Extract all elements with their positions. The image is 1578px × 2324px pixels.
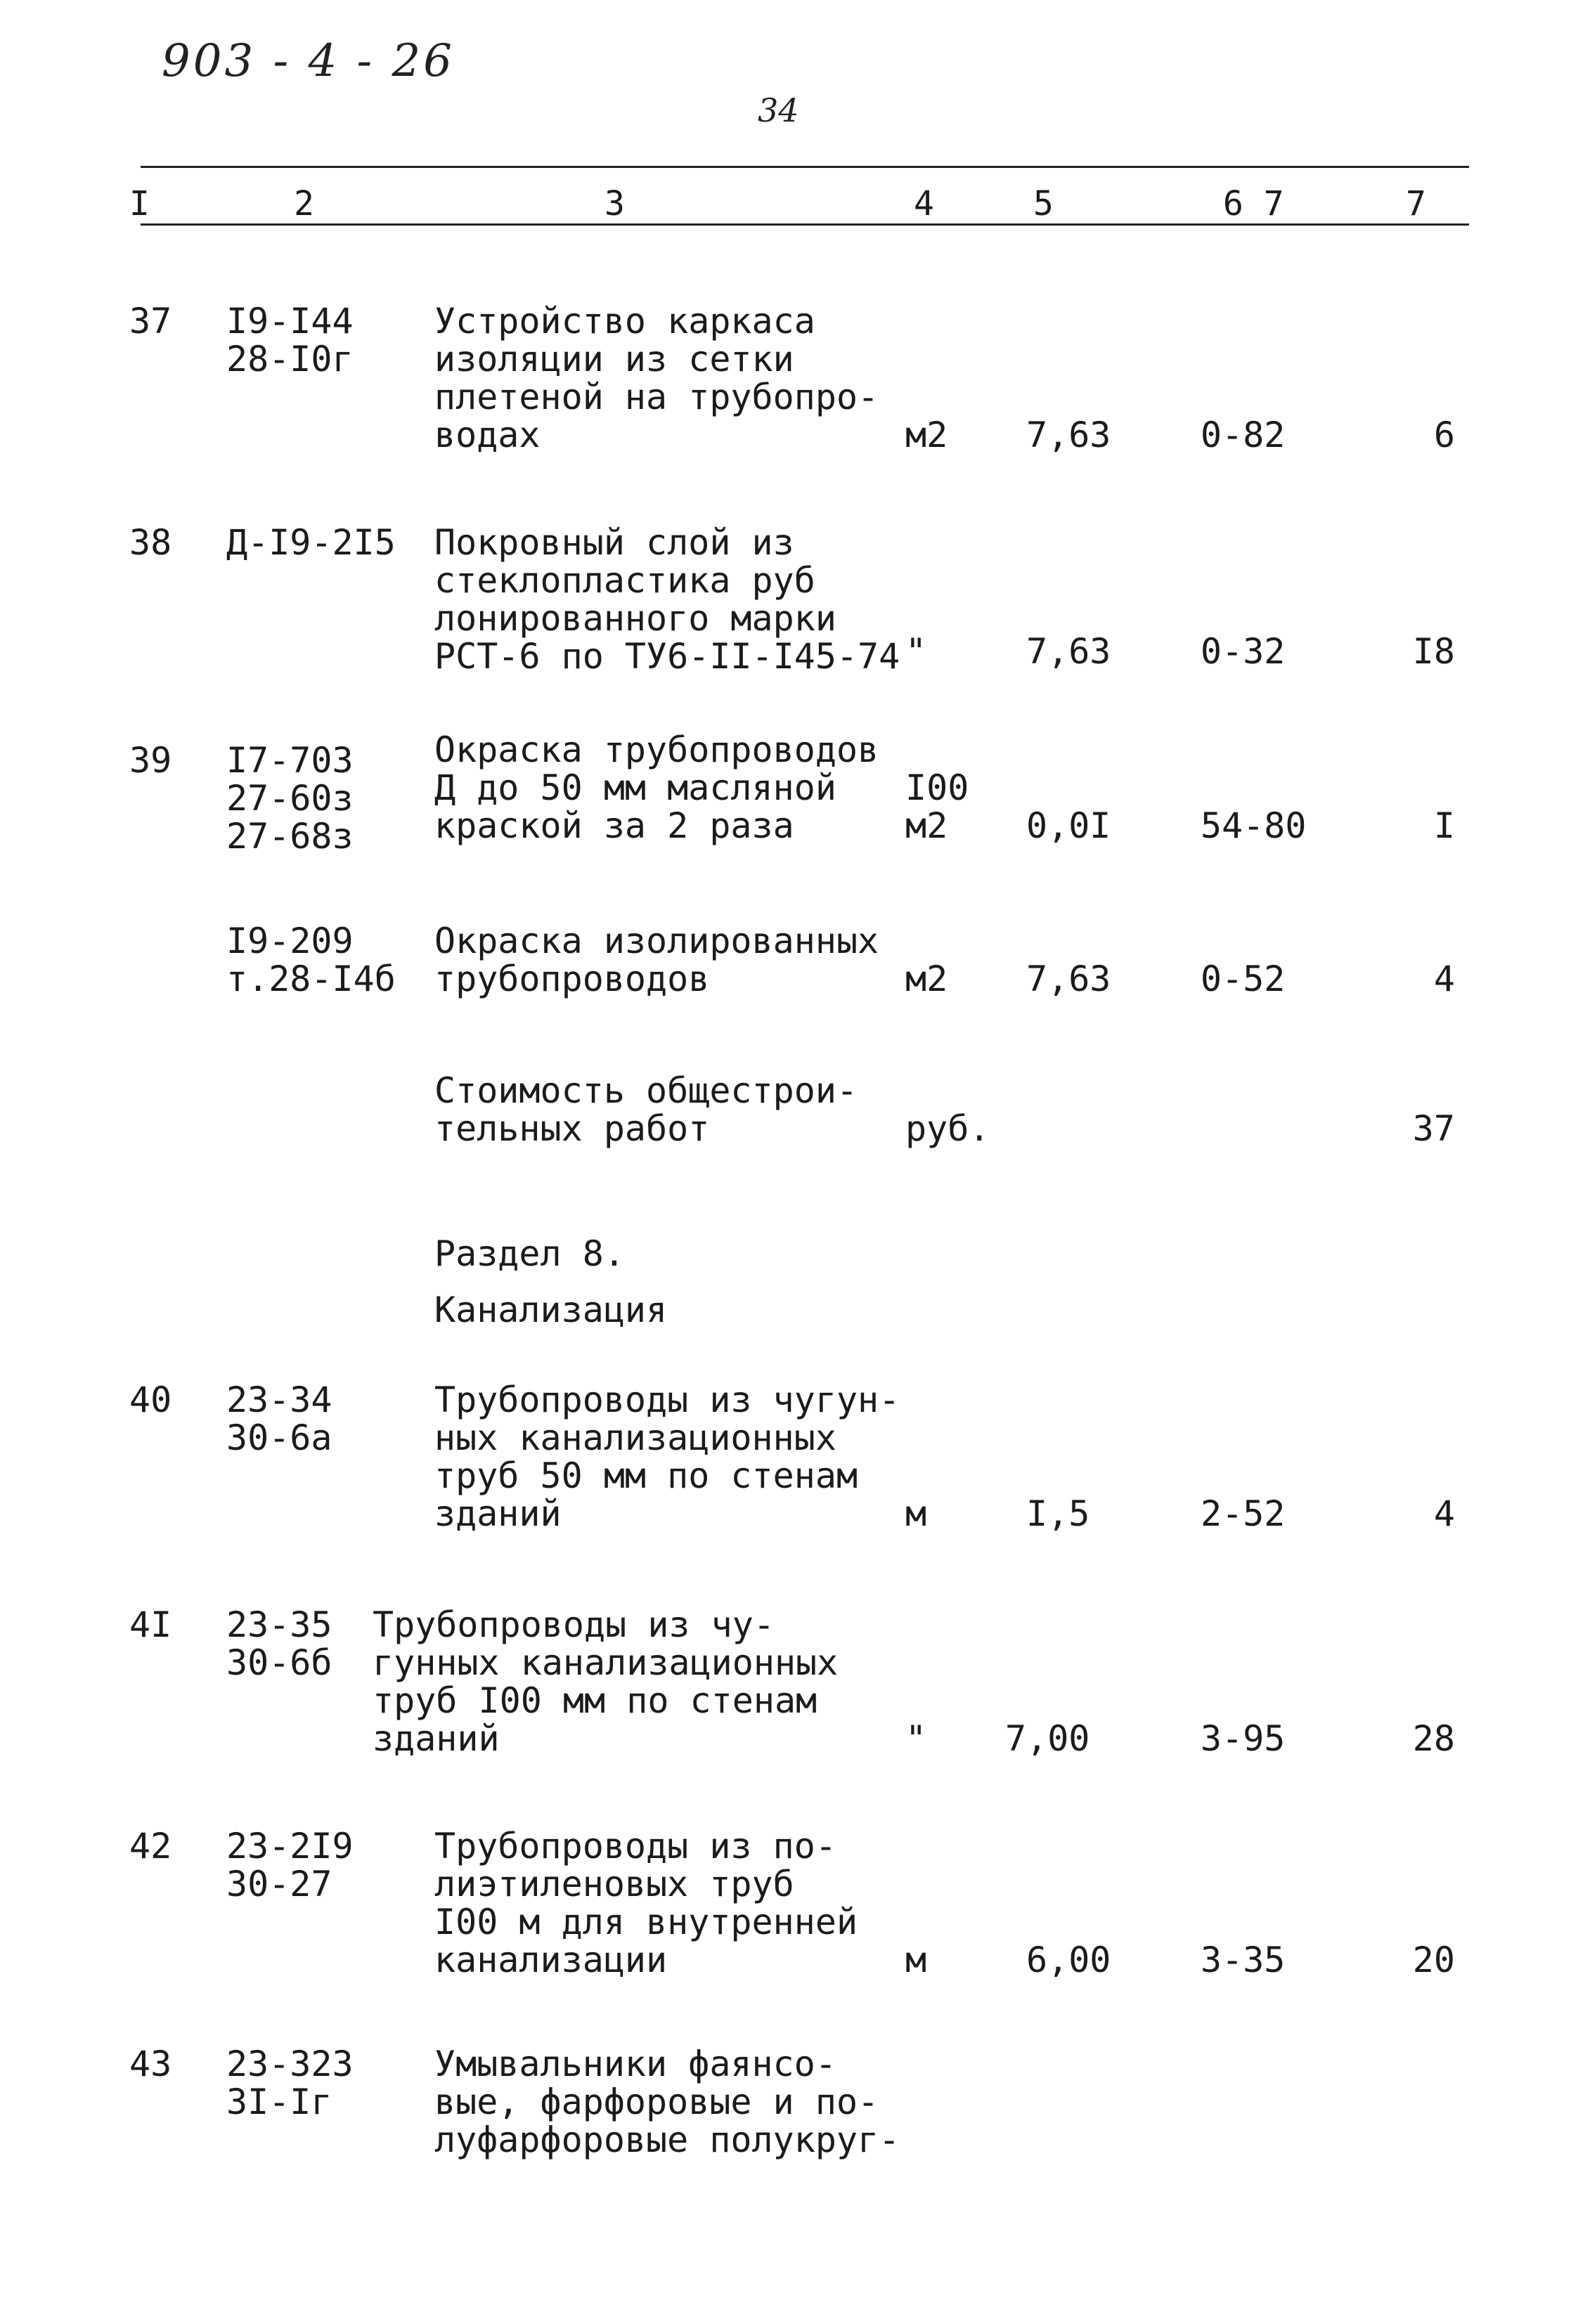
subtotal-label: Стоимость общестрои- тельных работ: [434, 1070, 858, 1149]
document-code: 903 - 4 - 26: [162, 35, 455, 87]
row-price: 0-82: [1201, 415, 1286, 455]
row-total: 20: [1412, 1940, 1455, 1980]
row-number: 4I: [129, 1604, 172, 1645]
row-code: I7-703 27-60з 27-68з: [226, 740, 354, 857]
row-code: 23-2I9 30-27: [226, 1826, 354, 1904]
row-description: Умывальники фаянсо- вые, фарфоровые и по- луфарфоровые полукруг-: [434, 2044, 900, 2160]
column-header-5: 5: [1033, 184, 1054, 223]
row-description: Трубопроводы из по- лиэтиленовых труб I00 м для внутренней канализации: [434, 1826, 858, 1980]
subtotal-value: 37: [1412, 1108, 1455, 1149]
row-unit: ": [905, 631, 927, 672]
row-total: 6: [1433, 415, 1455, 455]
column-header-7: 7: [1406, 184, 1426, 223]
row-number: 37: [129, 301, 172, 342]
column-header-3: 3: [604, 184, 625, 223]
row-number: 39: [129, 740, 172, 781]
row-total: I: [1433, 805, 1455, 846]
row-code: 23-34 30-6а: [226, 1380, 332, 1458]
row-code: 23-35 30-6б: [226, 1604, 332, 1683]
page-number: 34: [758, 91, 799, 129]
row-quantity: 7,63: [1026, 631, 1111, 672]
row-unit: м2: [905, 959, 948, 999]
row-total: 4: [1433, 1493, 1455, 1534]
row-description: Трубопроводы из чу- гунных канализационных труб I00 мм по стенам зданий: [373, 1604, 839, 1759]
row-code: 23-323 3I-Iг: [226, 2044, 354, 2122]
column-header-4: 4: [914, 184, 934, 223]
row-description: Покровный слой из стеклопластика руб лонированного марки РСТ-6 по ТУ6-II-I45-74: [434, 522, 900, 677]
row-price: 0-52: [1201, 959, 1286, 999]
row-quantity: 7,63: [1026, 959, 1111, 999]
row-code: I9-I44 28-I0г: [226, 301, 354, 379]
section-title: Раздел 8.: [434, 1233, 625, 1274]
row-unit: м2: [905, 415, 948, 455]
row-quantity: 7,63: [1026, 415, 1111, 455]
row-number: 43: [129, 2044, 172, 2084]
row-description: Окраска изолированных трубопроводов: [434, 921, 879, 999]
header-rule: [141, 223, 1469, 226]
row-description: Трубопроводы из чугун- ных канализационных труб 50 мм по стенам зданий: [434, 1380, 900, 1534]
column-header-1: I: [129, 184, 150, 223]
row-price: 3-35: [1201, 1940, 1286, 1980]
row-unit: м: [905, 1940, 927, 1980]
row-unit: м: [905, 1493, 927, 1534]
row-unit: ": [905, 1718, 927, 1759]
row-code: Д-I9-2I5: [226, 522, 396, 563]
row-total: 28: [1412, 1718, 1455, 1759]
row-code: I9-209 т.28-I4б: [226, 921, 396, 999]
subtotal-unit: руб.: [905, 1108, 990, 1149]
row-total: I8: [1412, 631, 1455, 672]
section-subtitle: Канализация: [434, 1290, 668, 1330]
row-price: 3-95: [1201, 1718, 1286, 1759]
row-total: 4: [1433, 959, 1455, 999]
row-description: Окраска трубопроводов Д до 50 мм масляной краской за 2 раза: [434, 729, 879, 846]
row-quantity: 6,00: [1026, 1940, 1111, 1980]
row-unit: I00 м2: [905, 767, 969, 846]
row-number: 38: [129, 522, 172, 563]
top-rule: [141, 166, 1469, 168]
row-price: 2-52: [1201, 1493, 1286, 1534]
row-quantity: I,5: [1026, 1493, 1090, 1534]
column-header-2: 2: [294, 184, 314, 223]
row-price: 0-32: [1201, 631, 1286, 672]
row-quantity: 0,0I: [1026, 805, 1111, 846]
column-header-6: 6 7: [1223, 184, 1284, 223]
row-price: 54-80: [1201, 805, 1307, 846]
row-quantity: 7,00: [1005, 1718, 1090, 1759]
row-number: 40: [129, 1380, 172, 1420]
row-number: 42: [129, 1826, 172, 1867]
row-description: Устройство каркаса изоляции из сетки плетеной на трубопро- водах: [434, 301, 879, 455]
